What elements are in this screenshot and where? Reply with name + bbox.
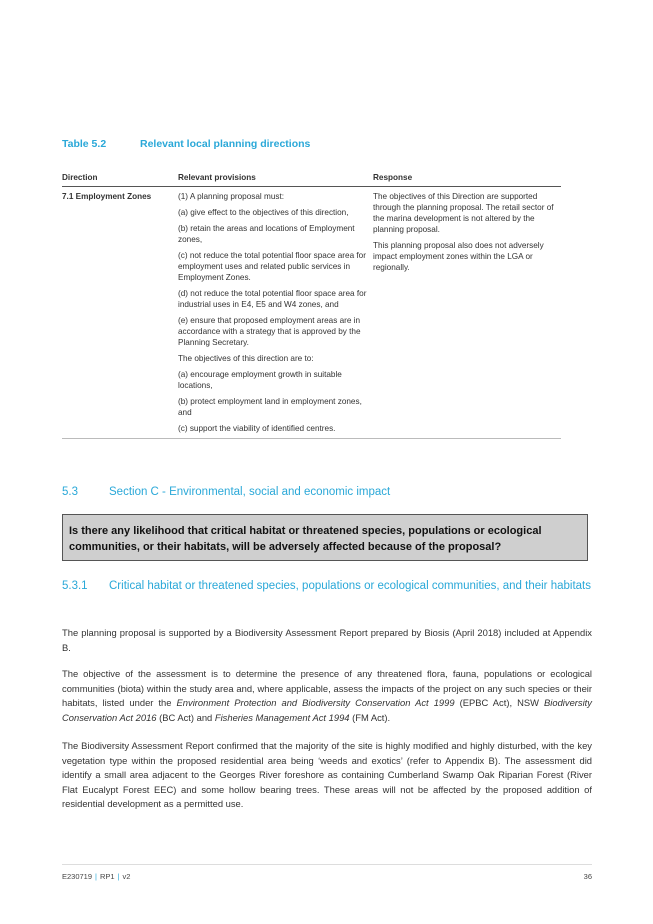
provision-item: (1) A planning proposal must: [178,192,285,201]
paragraph-text: (BC Act) and [156,711,215,723]
cell-response [373,187,561,439]
act-name: Fisheries Management Act 1994 [214,711,350,723]
footer-doc-id: E230719 [62,872,93,881]
footer-divider [62,864,592,865]
section-title: Section C - Environmental, social and economic impact [109,486,391,498]
footer-report: RP1 [99,872,115,881]
table-row [62,187,561,439]
planning-directions-table [62,170,561,439]
footer-separator: | [95,872,97,881]
provision-item: (c) not reduce the total potential floor space area for employment uses and related public services in Employment Zones. [178,251,366,282]
provision-item: The objectives of this direction are to: [178,354,314,363]
provision-item: (a) encourage employment growth in suitable locations, [178,370,342,390]
cell-direction: 7.1 Employment Zones [62,187,178,439]
provision-item: (d) not reduce the total potential floor space area for industrial uses in E4, E5 and W4 zones, and [178,289,367,309]
provision-item: (b) retain the areas and locations of Employment zones, [178,224,355,244]
section-heading [62,486,390,498]
footer-separator: | [117,872,120,881]
header-response: Response [373,170,561,187]
table-caption [62,138,310,150]
paragraph-text: (EPBC Act), NSW [454,697,545,708]
table-title: Relevant local planning directions [140,138,311,150]
page-footer [62,872,592,881]
question-callout: Is there any likelihood that critical habitat or threatened species, populations or ecological communities, or their habitats, will be adversely affected because of the proposal? [62,514,588,561]
page-number: 36 [583,872,592,881]
table-number: Table 5.2 [62,138,107,150]
header-direction: Direction [62,170,178,187]
subsection-heading [62,578,592,594]
body-paragraph-2 [62,667,592,725]
footer-version: v2 [122,872,131,881]
provision-item: (b) protect employment land in employment zones, and [178,397,362,417]
act-name: Environment Protection and Biodiversity Conservation Act 1999 [176,697,455,708]
provision-item: (e) ensure that proposed employment areas are in accordance with a strategy that is approved by the Planning Secretary. [178,316,361,347]
subsection-title: Critical habitat or threatened species, populations or ecological communities, and their habitats [109,580,591,592]
response-paragraph: This planning proposal also does not adversely impact employment zones within the LGA or regionally. [373,241,544,272]
response-paragraph: The objectives of this Direction are supported through the planning proposal. The retail sector of the marina development is not altered by the planning proposal. [373,192,554,234]
header-provisions: Relevant provisions [178,170,373,187]
provision-item: (a) give effect to the objectives of this direction, [178,208,349,217]
provision-item: (c) support the viability of identified centres. [178,424,336,433]
subsection-number: 5.3.1 [62,580,88,592]
body-paragraph-1: The planning proposal is supported by a Biodiversity Assessment Report prepared by Biosis (April 2018) included at Appendix B. [62,627,592,653]
paragraph-text: The objective of the assessment is to determine the presence of any threatened flora, fauna, populations or ecological communities (biota) within the study area and, where applicable, assess the impacts of the project on any such species or their habitats, listed under the [62,668,592,708]
paragraph-text: (FM Act). [349,711,391,723]
section-number: 5.3 [62,486,78,498]
body-paragraph-3: The Biodiversity Assessment Report confirmed that the majority of the site is highly modified and highly disturbed, with the key vegetation type within the proposed residential area being ‘weeds and exotics’ (refer to Appendix B). The assessment did identify a small area adjacent to the Georges River foreshore as containing Cumberland Swamp Oak Riparian Forest (River Flat Eucalypt Forest EEC) and some hollow bearing trees. These areas will not be affected by the proposed addition of residential development as a permitted use. [62,740,592,809]
cell-provisions [178,187,373,439]
act-name: Biodiversity Conservation Act 2016 [62,697,592,723]
table-header-row [62,170,561,187]
